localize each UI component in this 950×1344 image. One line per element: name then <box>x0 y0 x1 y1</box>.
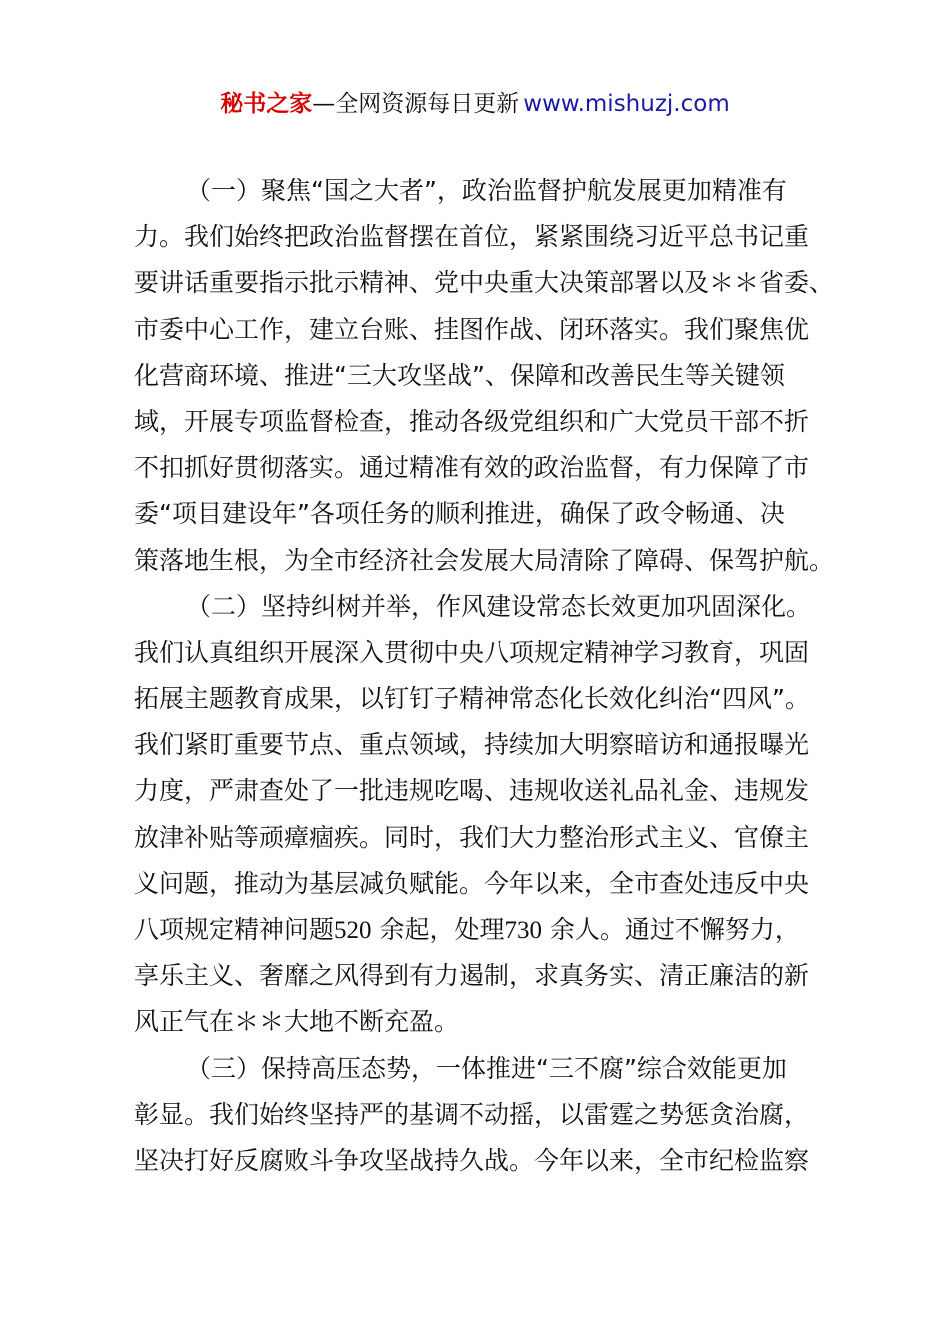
issue-count: 520 <box>334 917 372 944</box>
line-text: 余人。通过不懈努力， <box>541 915 800 944</box>
site-tagline: —全网资源每日更新 <box>312 91 520 117</box>
paragraph-2-line: 我们紧盯重要节点、重点领域，持续加大明察暗访和通报曝光 <box>134 730 810 760</box>
paragraph-2-line <box>134 907 834 953</box>
paragraph-1-line: 策落地生根，为全市经济社会发展大局清除了障碍、保驾护航。 <box>134 545 835 575</box>
paragraph-3-heading-line: （三）保持高压态势，一体推进“三不腐”综合效能更加 <box>186 1053 787 1083</box>
paragraph-2-line: 放津补贴等顽瘴痼疾。同时，我们大力整治形式主义、官僚主 <box>134 822 810 852</box>
paragraph-1-line: 要讲话重要指示批示精神、党中央重大决策部署以及＊＊省委、 <box>134 268 835 298</box>
site-name: 秘书之家 <box>220 91 313 117</box>
line-text: 八项规定精神问题 <box>134 915 335 944</box>
paragraph-3-line: 坚决打好反腐败斗争攻坚战持久战。今年以来，全市纪检监察 <box>134 1145 810 1175</box>
document-body <box>134 168 834 1184</box>
paragraph-1-line: 市委中心工作，建立台账、挂图作战、闭环落实。我们聚焦优 <box>134 314 810 344</box>
paragraph-2-line: 风正气在＊＊大地不断充盈。 <box>134 1007 460 1037</box>
person-count: 730 <box>504 917 542 944</box>
line-text: 余起，处理 <box>371 915 505 944</box>
paragraph-1-heading-line: （一）聚焦“国之大者”，政治监督护航发展更加精准有 <box>186 176 787 205</box>
paragraph-2-line: 享乐主义、奢靡之风得到有力遏制，求真务实、清正廉洁的新 <box>134 961 810 991</box>
paragraph-1-line: 委“项目建设年”各项任务的顺利推进，确保了政令畅通、决 <box>134 499 785 529</box>
paragraph-2-line: 我们认真组织开展深入贯彻中央八项规定精神学习教育，巩固 <box>134 637 810 667</box>
paragraph-2-line: 拓展主题教育成果，以钉钉子精神常态化长效化纠治“四风”。 <box>134 684 810 714</box>
paragraph-2-line: 义问题，推动为基层减负赋能。今年以来，全市查处违反中央 <box>134 868 810 898</box>
site-header <box>0 88 950 120</box>
paragraph-3-line: 彰显。我们始终坚持严的基调不动摇，以雷霆之势惩贪治腐， <box>134 1099 810 1129</box>
paragraph-1-line: 力。我们始终把政治监督摆在首位，紧紧围绕习近平总书记重 <box>134 222 810 252</box>
paragraph-2-line: 力度，严肃查处了一批违规吃喝、违规收送礼品礼金、违规发 <box>134 776 810 806</box>
paragraph-1-line: 化营商环境、推进“三大攻坚战”、保障和改善民生等关键领 <box>134 360 785 390</box>
paragraph-1-line: 域，开展专项监督检查，推动各级党组织和广大党员干部不折 <box>134 406 810 436</box>
paragraph-2-heading-line: （二）坚持纠树并举，作风建设常态长效更加巩固深化。 <box>186 591 812 621</box>
site-url-link[interactable]: www.mishuzj.com <box>523 91 730 117</box>
paragraph-1-line: 不扣抓好贯彻落实。通过精准有效的政治监督，有力保障了市 <box>134 453 810 483</box>
